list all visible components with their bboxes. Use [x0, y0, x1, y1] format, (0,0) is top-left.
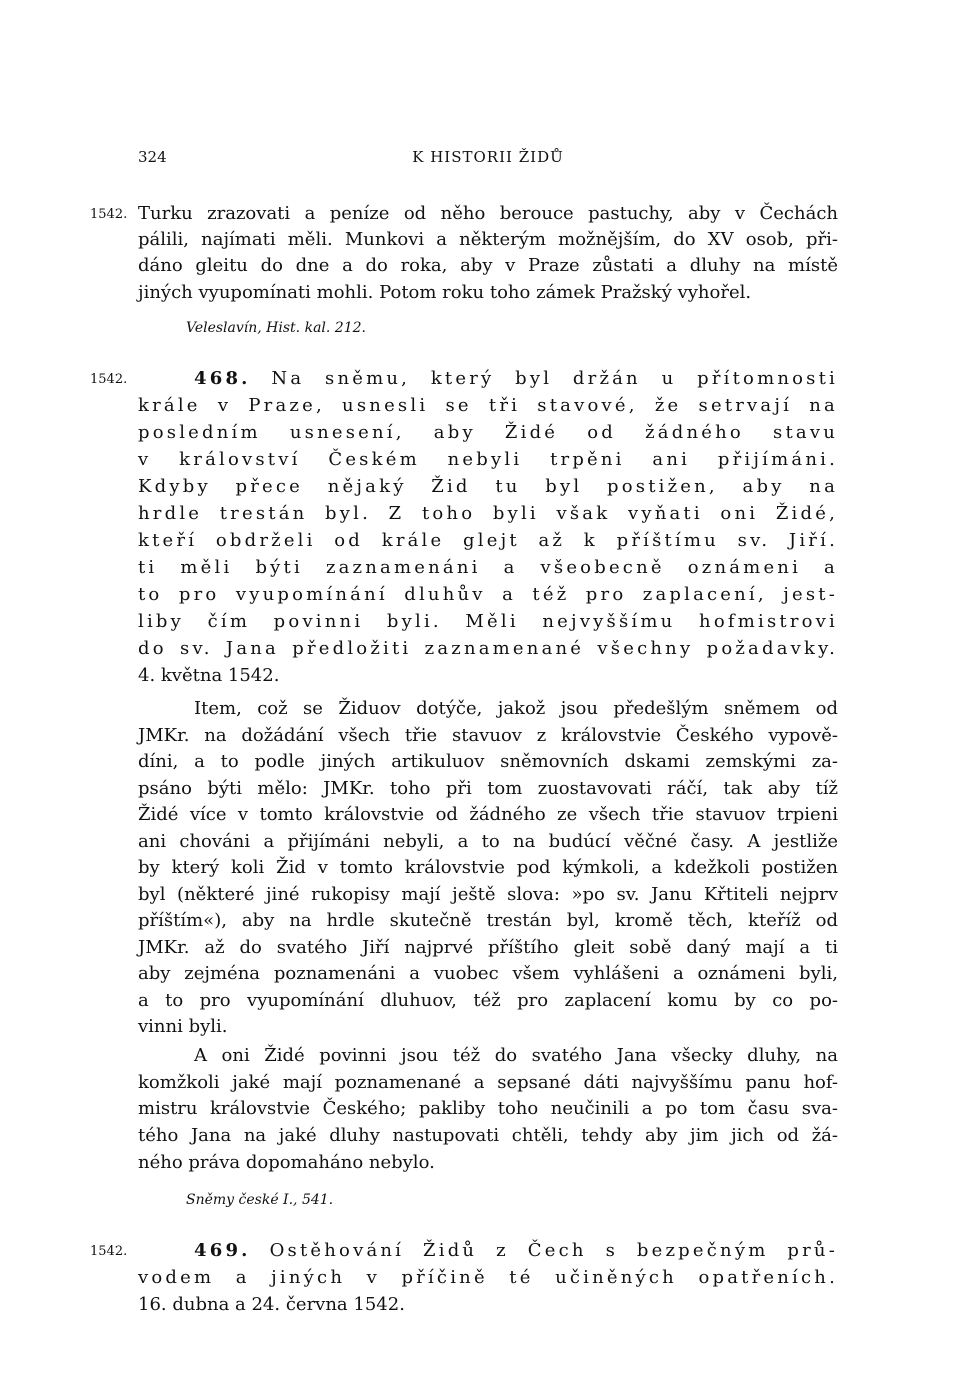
text-line: dáno gleitu do dne a do roka, aby v Praze zůstati a dluhy na místě [138, 255, 838, 276]
text-line: ani chováni a přijímáni nebyli, a to na budúcí věčné časy. A jestliže [138, 831, 838, 852]
text-line: krále v Praze, usnesli se tři stavové, že setrvají na [138, 395, 838, 416]
text-line: jiných vyupomínati mohli. Potom roku toho zámek Pražský vyhořel. [138, 282, 752, 303]
text-line: mistru královstvie Českého; pakliby toho neučinili a po tom času sva- [138, 1098, 838, 1119]
text-line: díni, a to podle jiných artikuluov sněmovních dskami zemskými za- [138, 751, 838, 772]
text-line: byl (některé jiné rukopisy mají ještě slova: »po sv. Janu Křtiteli nejprv [138, 884, 838, 905]
text-line: liby čím povinni byli. Měli nejvyššímu hofmistrovi [138, 611, 838, 632]
text-line: vinni byli. [138, 1016, 228, 1037]
text-line: do sv. Jana předložiti zaznamenané všechny požadavky. [138, 638, 838, 659]
text-line: kteří obdrželi od krále glejt až k příštímu sv. Jiří. [138, 530, 838, 551]
text-line: Židé více v tomto královstvie od žádného ze všech třie stavuov trpieni [138, 804, 838, 825]
text-line: vodem a jiných v příčině té učiněných opatřeních. [138, 1267, 838, 1288]
entry-heading-text: Na sněmu, který byl držán u přítomnosti [271, 368, 839, 389]
text-line: hrdle trestán byl. Z toho byli však vyňati oni Židé, [138, 503, 838, 524]
text-line: Item, což se Židuov dotýče, jakož jsou předešlým sněmem od [194, 698, 838, 719]
entry-heading-line [138, 366, 838, 393]
entry-date: 16. dubna a 24. června 1542. [138, 1294, 405, 1315]
entry-number: 468. [194, 368, 251, 389]
text-line: JMKr. až do svatého Jiří najprvé příštího gleit sobě daný mají a ti [138, 937, 838, 958]
entry-date: 4. května 1542. [138, 665, 280, 686]
text-line: příštím«), aby na hrdle skutečně trestán byl, kromě těch, kteříž od [138, 910, 838, 931]
running-head [138, 148, 838, 172]
text-line: A oni Židé povinni jsou též do svatého Jana všecky dluhy, na [194, 1045, 838, 1066]
text-line: v království Českém nebyli trpěni ani přijímáni. [138, 449, 838, 470]
entry-heading-text: Ostěhování Židů z Čech s bezpečným prů- [269, 1240, 838, 1261]
text-line: komžkoli jaké mají poznamenané a sepsané dáti najvyššímu panu hof- [138, 1072, 838, 1093]
text-line: ného práva dopomaháno nebylo. [138, 1152, 435, 1173]
text-line: pálili, najímati měli. Munkovi a některým možnějším, do XV osob, při- [138, 229, 838, 250]
text-line: psáno býti mělo: JMKr. toho při tom zuostavovati ráčí, tak aby tíž [138, 778, 838, 799]
header-title: K HISTORII ŽIDŮ [412, 148, 564, 166]
source-citation: Veleslavín, Hist. kal. 212. [186, 320, 366, 336]
text-line: tého Jana na jaké dluhy nastupovati chtěli, tehdy aby jim jich od žá- [138, 1125, 838, 1146]
text-line: Kdyby přece nějaký Žid tu byl postižen, aby na [138, 476, 838, 497]
text-line: Turku zrazovati a peníze od něho berouce pastuchy, aby v Čechách [138, 203, 838, 224]
text-line: a to pro vyupomínání dluhuov, též pro zaplacení komu by co po- [138, 990, 838, 1011]
text-line: posledním usnesení, aby Židé od žádného stavu [138, 422, 838, 443]
margin-year: 1542. [90, 207, 128, 222]
entry-heading-line [138, 1238, 838, 1265]
margin-year: 1542. [90, 1244, 128, 1259]
text-line: aby zejména poznamenáni a vuobec všem vyhlášeni a oznámeni byli, [138, 963, 838, 984]
text-line: JMKr. na dožádání všech třie stavuov z královstvie Českého vypově- [138, 725, 838, 746]
text-line: ti měli býti zaznamenáni a všeobecně oznámeni a [138, 557, 838, 578]
text-line: by který koli Žid v tomto královstvie pod kýmkoli, a kdežkoli postižen [138, 857, 838, 878]
margin-year: 1542. [90, 372, 128, 387]
entry-number: 469. [194, 1240, 251, 1261]
page-number: 324 [138, 148, 167, 166]
source-citation: Sněmy české I., 541. [186, 1192, 334, 1208]
text-line: to pro vyupomínání dluhův a též pro zaplacení, jest- [138, 584, 838, 605]
